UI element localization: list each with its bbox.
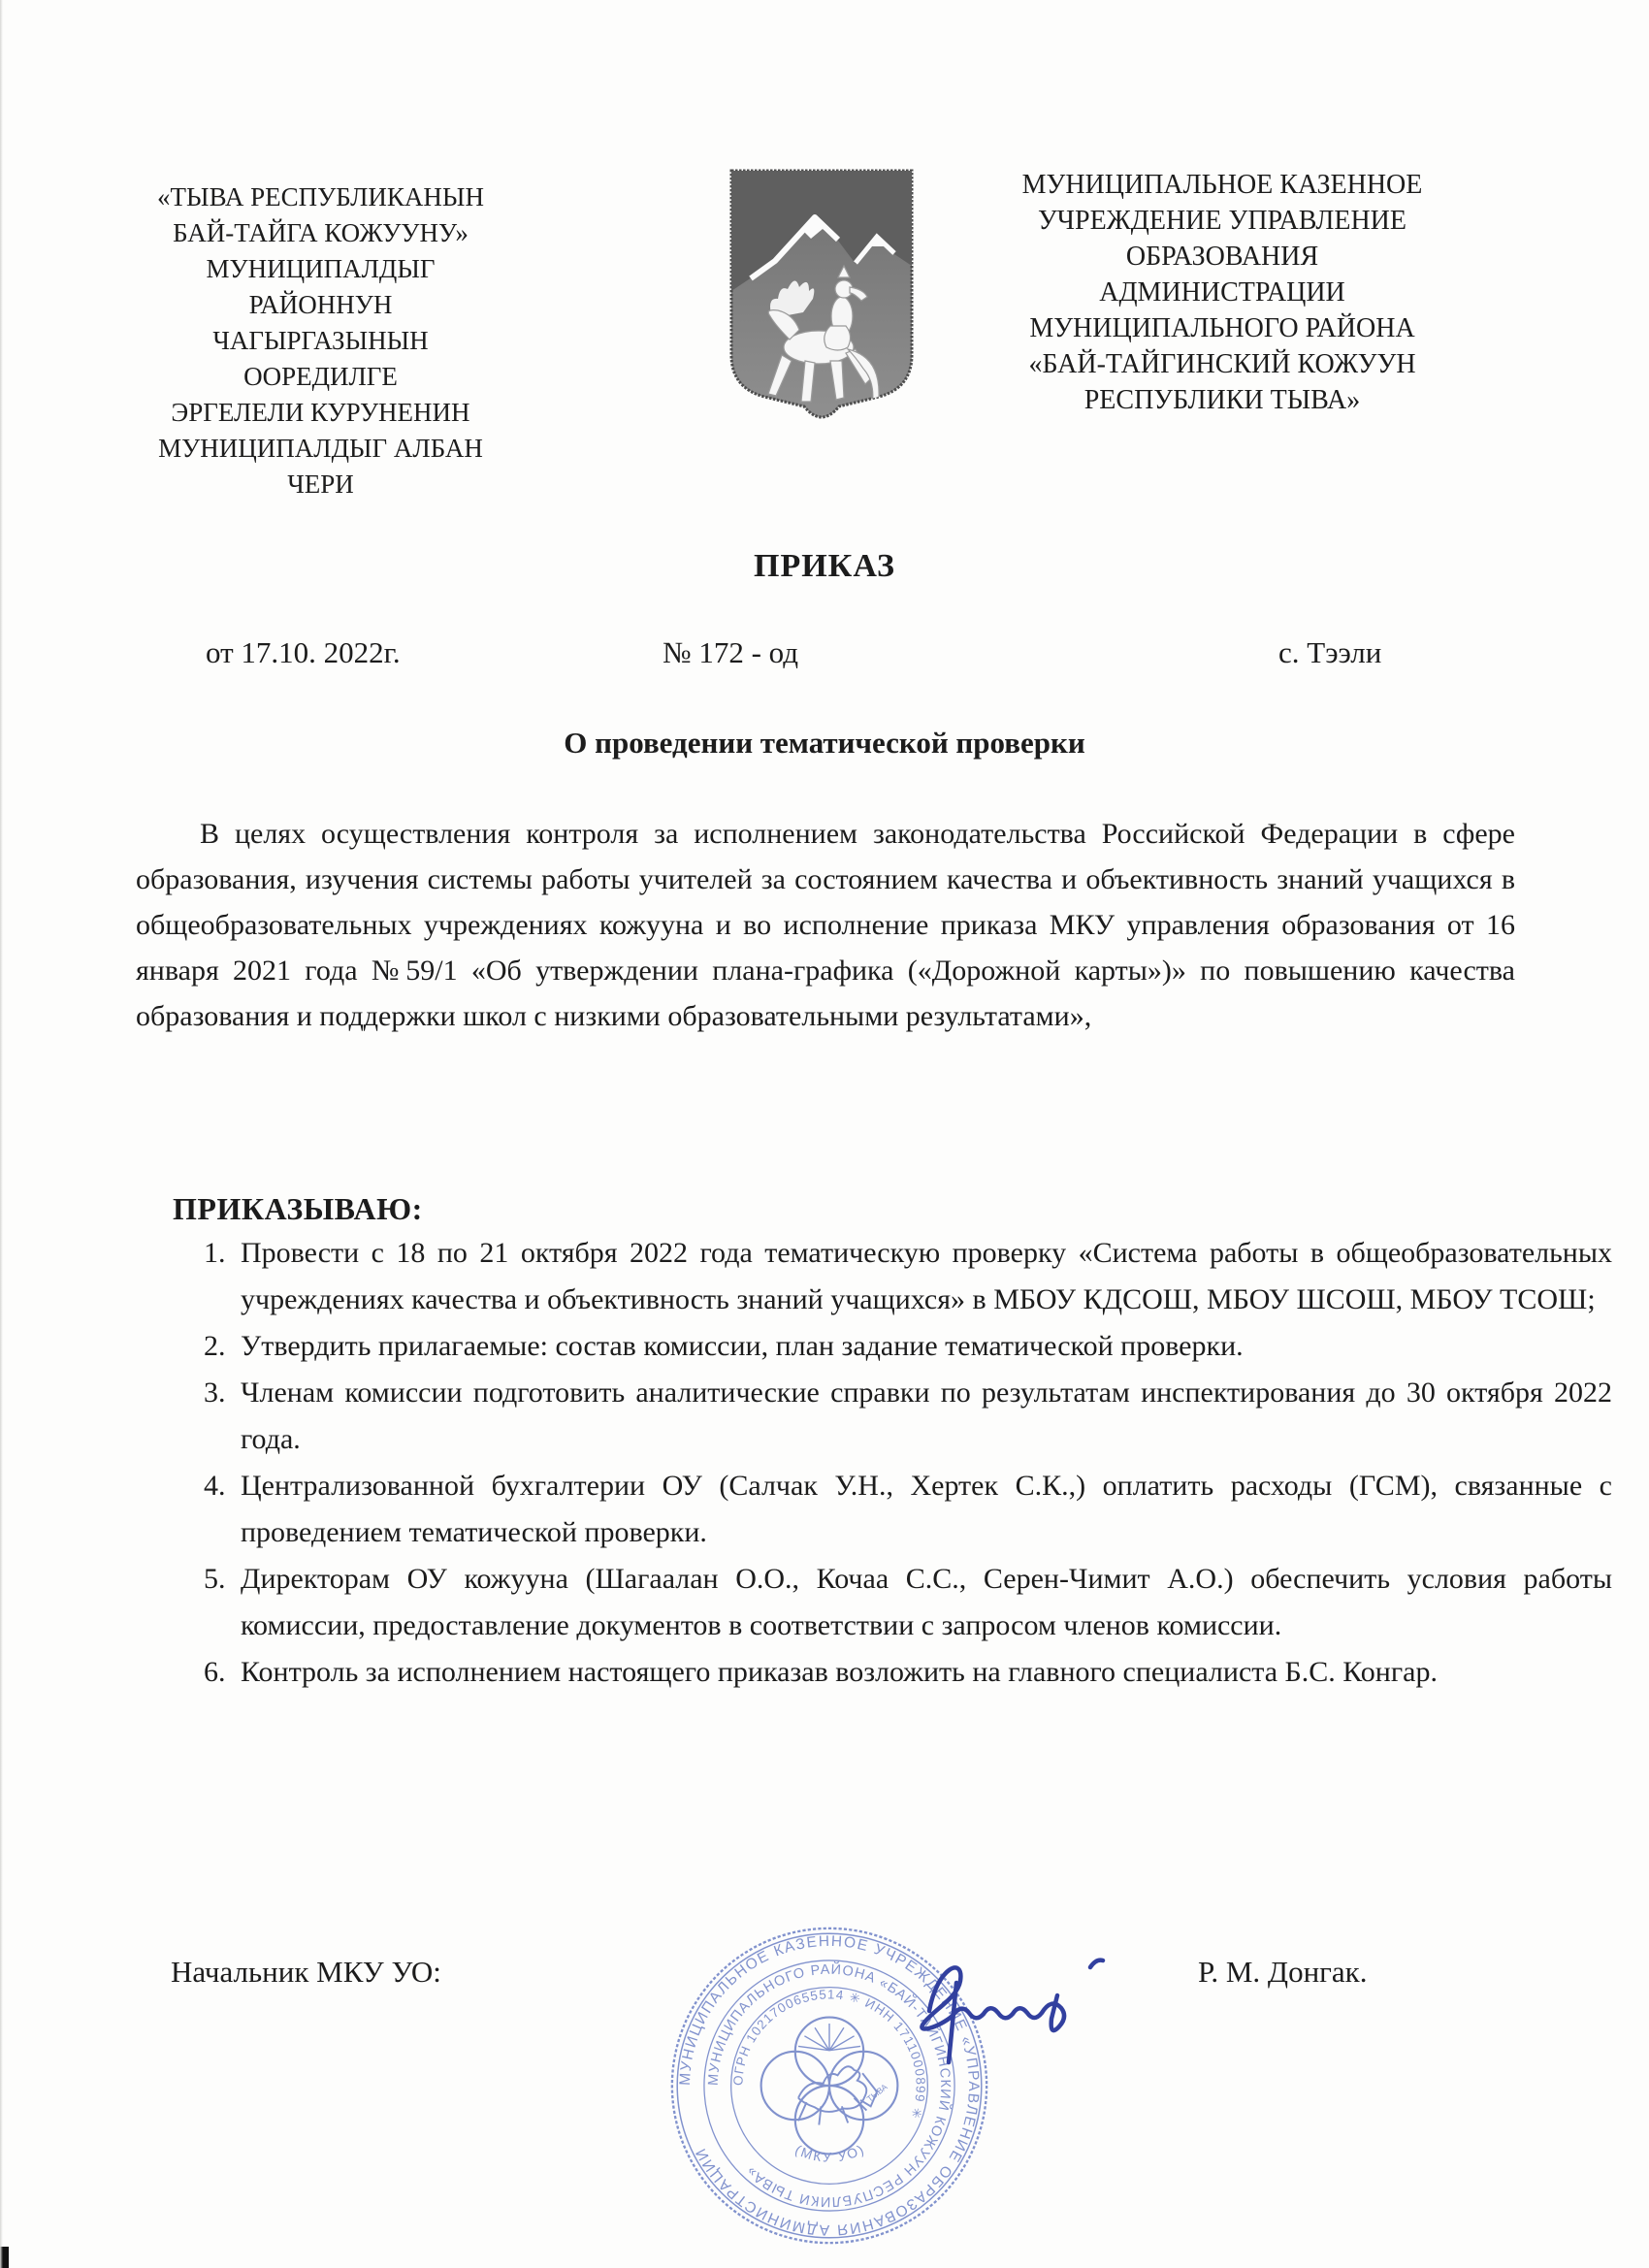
seal-banner-text: ТЫВА bbox=[864, 2082, 889, 2104]
org-line: АДМИНИСТРАЦИИ bbox=[1099, 277, 1345, 308]
org-line: «БАЙ-ТАЙГИНСКИЙ КОЖУУН bbox=[1028, 349, 1416, 379]
org-line: МУНИЦИПАЛДЫГ АЛБАН ЧЕРИ bbox=[158, 434, 483, 499]
org-line: «ТЫВА РЕСПУБЛИКАНЫН bbox=[157, 182, 484, 211]
org-name-tuvan bbox=[144, 179, 498, 502]
scan-edge-shadow bbox=[0, 0, 3, 2268]
signer-name: Р. М. Донгак. bbox=[1198, 1955, 1368, 1989]
handwritten-signature bbox=[900, 1938, 1162, 2084]
document-date: от 17.10. 2022г. bbox=[206, 635, 401, 669]
document-meta-row bbox=[0, 635, 1649, 678]
org-line: МУНИЦИПАЛЬНОГО РАЙОНА bbox=[1029, 313, 1415, 343]
document-place: с. Тээли bbox=[1278, 635, 1382, 669]
org-line: БАЙ-ТАЙГА КОЖУУНУ» bbox=[173, 218, 469, 247]
org-line: ЧАГЫРГАЗЫНЫН ООРЕДИЛГЕ bbox=[212, 326, 429, 391]
order-item: 1. Провести с 18 по 21 октября 2022 года тематическую проверку «Система работы в общеобразовательных учреждениях качества и объективность знаний учащихся» в МБОУ КДСОШ, МБОУ ШСОШ, МБОУ ТСОШ; bbox=[233, 1230, 1612, 1323]
seal-center-abbr: (МКУ УО) bbox=[792, 2140, 868, 2165]
document-subject: О проведении тематической проверки bbox=[564, 726, 1085, 760]
document-number: № 172 - од bbox=[663, 635, 799, 669]
coat-of-arms-icon bbox=[722, 163, 922, 431]
org-name-russian bbox=[955, 167, 1489, 418]
signer-position-label: Начальник МКУ УО: bbox=[171, 1955, 441, 1989]
seal-ring-middle-text: МУНИЦИПАЛЬНОГО РАЙОНА «БАЙ-ТАЙГИНСКИЙ КОЖУУН РЕСПУБЛИКИ ТЫВА» bbox=[705, 1961, 954, 2210]
org-line: МУНИЦИПАЛЬНОЕ КАЗЕННОЕ bbox=[1021, 170, 1423, 200]
seal-ring-inner-text: ОГРН 1021700655514 ✳ ИНН 1711000899 ✳ bbox=[730, 1987, 928, 2122]
org-line: РЕСПУБЛИКИ ТЫВА» bbox=[1083, 385, 1361, 415]
document-type-title: ПРИКАЗ bbox=[754, 548, 895, 584]
svg-text:ОГРН 1021700655514 ✳ ИНН 17110 bbox=[730, 1987, 927, 2122]
org-line: УЧРЕЖДЕНИЕ УПРАВЛЕНИЕ bbox=[1037, 206, 1407, 236]
letterhead bbox=[0, 0, 1649, 499]
seal-ring-outer-text: МУНИЦИПАЛЬНОЕ КАЗЕННОЕ УЧРЕЖДЕНИЕ «УПРАВЛЕНИЕ ОБРАЗОВАНИЯ АДМИНИСТРАЦИИ bbox=[676, 1932, 983, 2239]
order-item: 5. Директорам ОУ кожууна (Шагаалан О.О., Кочаа С.С., Серен-Чимит А.О.) обеспечить условия работы комиссии, предоставление документов в соответствии с запросом членов комиссии. bbox=[233, 1556, 1612, 1649]
org-line: МУНИЦИПАЛДЫГ РАЙОННУН bbox=[206, 254, 436, 319]
order-item: 6. Контроль за исполнением настоящего приказав возложить на главного специалиста Б.С. Конгар. bbox=[233, 1649, 1612, 1696]
preamble-paragraph: В целях осуществления контроля за исполнением законодательства Российской Федерации в сфере образования, изучения системы работы учителей за состоянием качества и объективность знаний учащихся в общеобразовательных учреждениях кожууна и во исполнение приказа МКУ управления образования от 16 января 2021 года №59/1 «Об утверждении плана-графика («Дорожной карты»)» по повышению качества образования и поддержки школ с низкими образовательными результатами», bbox=[136, 818, 1515, 1032]
org-line: ОБРАЗОВАНИЯ bbox=[1125, 242, 1319, 272]
order-item: 3. Членам комиссии подготовить аналитические справки по результатам инспектирования до 30 октября 2022 года. bbox=[233, 1370, 1612, 1463]
resolve-heading: ПРИКАЗЫВАЮ: bbox=[173, 1191, 423, 1226]
org-line: ЭРГЕЛЕЛИ КУРУНЕНИН bbox=[171, 398, 470, 427]
order-item: 4. Централизованной бухгалтерии ОУ (Салчак У.Н., Хертек С.К.,) оплатить расходы (ГСМ), связанные с проведением тематической проверки. bbox=[233, 1463, 1612, 1556]
order-item: 2. Утвердить прилагаемые: состав комиссии, план задание тематической проверки. bbox=[233, 1323, 1612, 1370]
order-items-list bbox=[136, 1230, 1612, 1696]
svg-text:(МКУ УО) bbox=[792, 2141, 867, 2165]
